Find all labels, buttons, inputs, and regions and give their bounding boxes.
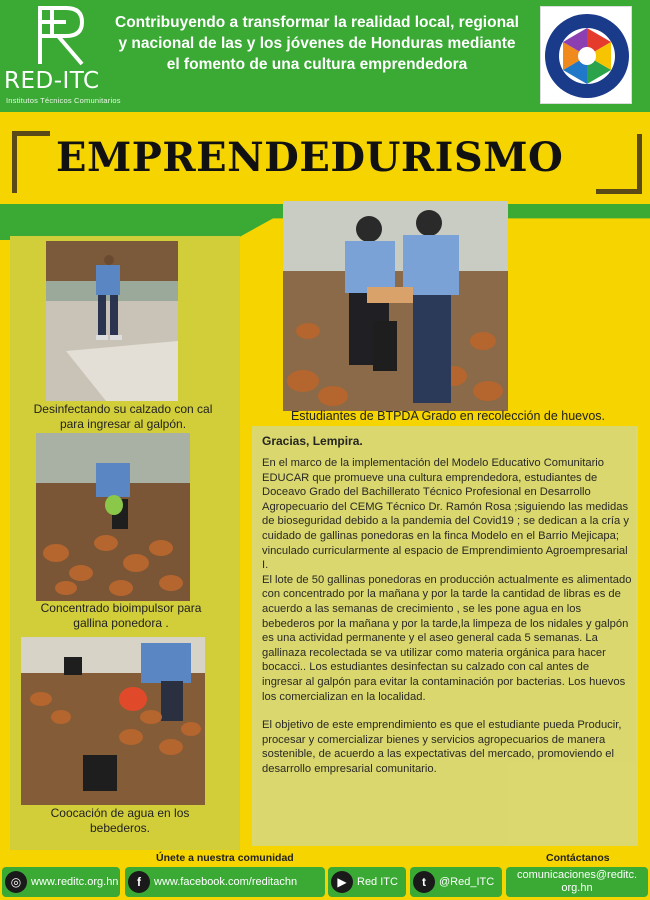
youtube-text: Red ITC bbox=[357, 876, 398, 888]
website-link[interactable] bbox=[2, 867, 120, 897]
facebook-link[interactable] bbox=[125, 867, 325, 897]
twitter-icon: t bbox=[413, 871, 435, 893]
page-title: EMPRENDEDURISMO bbox=[56, 134, 564, 181]
logo-wordmark: RED-ITC bbox=[4, 68, 100, 94]
facebook-text: www.facebook.com/reditachn bbox=[154, 876, 298, 888]
article-dateline: Gracias, Lempira. bbox=[262, 434, 363, 448]
facebook-icon: f bbox=[128, 871, 150, 893]
join-community-label: Únete a nuestra comunidad bbox=[156, 852, 294, 864]
globe-icon: ◎ bbox=[5, 871, 27, 893]
title-bracket-left bbox=[12, 131, 50, 193]
contact-label: Contáctanos bbox=[546, 852, 610, 864]
email-text-line2: org.hn bbox=[561, 882, 593, 894]
email-link[interactable] bbox=[506, 867, 648, 897]
twitter-link[interactable] bbox=[410, 867, 502, 897]
caption-feed-concentrate: Concentrado bioimpulsor para gallina ponedora . bbox=[40, 601, 202, 630]
article-box bbox=[252, 426, 638, 846]
red-itc-logo bbox=[0, 0, 125, 112]
photo-feeding-concentrate bbox=[36, 433, 190, 601]
r-logo-icon bbox=[36, 4, 86, 66]
photo-water-placement bbox=[21, 637, 205, 805]
header-banner bbox=[0, 0, 650, 112]
caption-water-placement: Coocación de agua en los bebederos. bbox=[50, 806, 190, 835]
caption-disinfecting-shoes: Desinfectando su calzado con cal para ingresar al galpón. bbox=[33, 402, 213, 431]
youtube-icon: ▶ bbox=[331, 871, 353, 893]
website-text: www.reditc.org.hn bbox=[31, 876, 119, 888]
header-tagline: Contribuyendo a transformar la realidad local, regional y nacional de las y los jóvenes de Honduras mediante el fomento de una cultura emprendedora bbox=[115, 14, 519, 73]
photo-disinfecting-shoes bbox=[46, 241, 178, 401]
title-bracket-right bbox=[596, 134, 642, 194]
twitter-text: @Red_ITC bbox=[439, 876, 495, 888]
caption-egg-collection: Estudiantes de BTPDA Grado en recolección de huevos. bbox=[290, 409, 606, 423]
article-body bbox=[262, 456, 632, 776]
article-paragraph-1: En el marco de la implementación del Modelo Educativo Comunitario EDUCAR que promueve una cultura emprendedora, estudiantes de Doceavo Grado del Bachillerato Técnico Profesional en Desarrollo Agropecuario del CEMG Técnico Dr. Ramón Rosa ;siguiendo las medidas de bioseguridad debido a la pandemia del Covid19 ; se dedican a la cría y cuidado de gallinas ponedoras en la finca Modelo en el Barrio Mejicapa; vinculado curricularmente al espacio de Emprendimiento Agroempresarial I. bbox=[262, 457, 629, 572]
logo-subtitle: Institutos Técnicos Comunitarios bbox=[6, 96, 121, 105]
footer-bar bbox=[0, 867, 650, 900]
school-seal bbox=[540, 6, 632, 104]
email-text-line1: comunicaciones@reditc. bbox=[517, 869, 637, 881]
footer-labels bbox=[0, 852, 650, 866]
article-paragraph-3: El objetivo de este emprendimiento es que el estudiante pueda Producir, procesar y comercializar bienes y servicios agropecuarios de manera sostenible, de acuerdo a las expectativas del mercado, promoviendo el desarrollo empresarial comunitario. bbox=[262, 719, 622, 775]
photo-egg-collection bbox=[283, 201, 508, 411]
article-paragraph-2: El lote de 50 gallinas ponedoras en producción actualmente es alimentado con concentrado por la mañana y por la tarde la cantidad de libras es de acuerdo a las semanas de crecimiento , se les pone agua en los bebederos por la mañana y por la tarde,la limpeza de los nidales y galpón es una actividad permanente y el aseo general cada 5 semanas. La gallinaza recolectada se va utilizar como materia orgánica para hacer bocacci.. Los estudiantes desinfectan su calzado con cal antes de ingresar al galpón para evitar la contaminación por bacterias. Los huevos los comercializan en la localidad. bbox=[262, 573, 632, 703]
youtube-link[interactable] bbox=[328, 867, 406, 897]
